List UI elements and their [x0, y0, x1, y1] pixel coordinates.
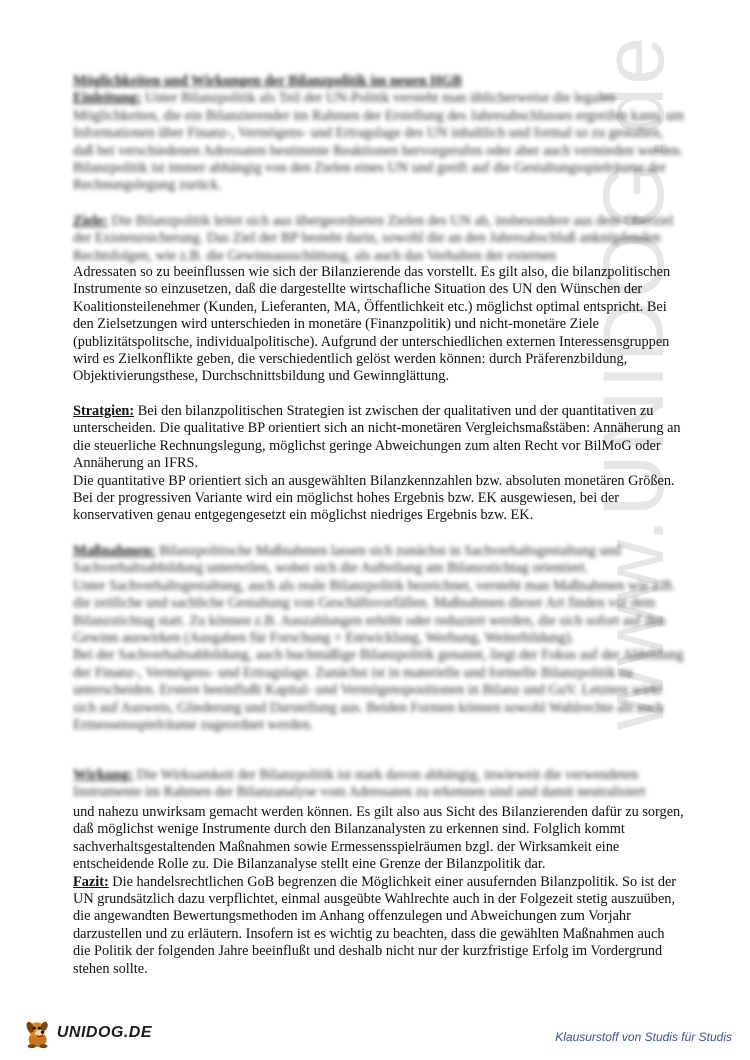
goals-blurred-section — [73, 213, 685, 265]
effect-text: und nahezu unwirksam gemacht werden können. Es gilt also aus Sicht des Bilanzierenden dafür zu sorgen, daß möglichst wenige Instrumente durch den Bilanzanalysten zu erkennen sind. Folglich kommt sachverhaltsgestaltenden Maßnahmen sowie Ermessensspielräumen bzgl. der Wirksamkeit eine entscheidende Rolle zu. Die Bilanzanalyse stellt eine Grenze der Bilanzpolitik dar. — [73, 804, 684, 873]
strategies-section — [73, 403, 685, 525]
goals-section — [73, 264, 685, 386]
goals-text: Adressaten so zu beeinflussen wie sich der Bilanzierende das vorstellt. Es gilt also, die bilanzpolitischen Instrumente so einzusetzen, daß die dargestellte wirtschafliche Situation des UN den Wünschen der Koalitionsteilenehmer (Kunden, Lieferanten, MA, Öffentlichkeit etc.) möglichst optimal entspricht. Bei den Zielsetzungen wird unterschieden in monetäre (Finanzpolitik) und nicht-monetäre Ziele (publizitätspolitsche, individualpolitische). Aufgrund der unterschiedlichen externen Interessensgruppen wird es Zielkonflikte geben, die verschiedentlich gelöst werden können: durch Präferenzbildung, Objektivierungsthese, Durchschnittsbildung und Gewinnglättung. — [73, 264, 671, 385]
effect-heading: Wirkung: — [73, 767, 134, 783]
document-title: Möglichkeiten und Wirkungen der Bilanzpolitik im neuen HGB — [73, 73, 462, 89]
dog-mascot-icon — [22, 1013, 55, 1053]
strategies-heading: Stratgien: — [73, 403, 135, 419]
conclusion-text: Die handelsrechtlichen GoB begrenzen die Möglichkeit einer ausufernden Bilanzpolitik. So ist der UN grundsätzlich dazu verpflichtet, einmal ausgeübte Wahlrechte auch in der Folgezeit stetig auszuüben, die angewandten Bewertungsmethoden im Anhang offenzulegen und Abweichungen zum Vorjahr darzustellen und zu erläutern. Insofern ist es wichtig zu beachten, dass die gewählten Maßnahmen auch die Politik der folgenden Jahre beeinflußt und deshalb nicht nur der kurzfristige Erfolg im Vordergrund stehen sollte. — [73, 873, 677, 977]
measures-text-2: Unter Sachverhaltsgestaltung, auch als reale Bilanzpolitik bezeichnet, versteht man Maßnahmen wie z.B. die zeitliche und sachliche Gestaltung von Geschäftsvorfällen. Maßnahmen dieser Art finden vor dem Bilanzstichtag statt. Zu können z.B. Auszahlungen erhöht oder reduziert werden, die sich sofort auf den Gewinn auswirken (Ausgaben für Forschung + Entwicklung, Werbung, Weiterbildung). — [73, 577, 676, 647]
intro-heading: Einleitung: — [73, 90, 142, 107]
goals-blurred-text: Die Bilanzpolitik leitet sich aus übergeordneten Zielen des UN ab, insbesondere aus dem Oberziel der Existenzsicherung. Das Ziel der BP besteht darin, sowohl die an den Jahresabschluß anknüpfenden Rechtsfolgen, wie z.B. die Gewinnausschüttung, als auch das Verhalten der externen — [73, 213, 674, 264]
effect-conclusion-section — [73, 804, 685, 978]
watermark: www.UNIDOG.de — [586, 34, 682, 730]
conclusion-heading: Fazit: — [73, 873, 109, 890]
strategies-text-1: Bei den bilanzpolitischen Strategien ist zwischen der qualitativen und der quantitativen zu unterscheiden. Die qualitative BP orientiert sich an nicht-monetären Vergleichsmaßstäben: Annäherung an die steuerliche Rechnungslegung, möglichst geringe Abweichungen zum alten Recht vor BilMoG oder Annäherung an IFRS. — [73, 403, 681, 472]
intro-text: Unter Bilanzpolitik als Teil der UN-Politik versteht man üblicherweise die legalen Möglichkeiten, die ein Bilanzierender im Rahmen der Erstellung des Jahresabschlusses ergreifen kann, um Informationen über Finanz-, Vermögens- und Ertragslage des UN inhaltlich und formal so zu gestalten, daß bei verschiedenen Adressaten bestimmte Reaktionen hervorgerufen oder aber auch vermieden werden. Bilanzpolitik ist immer abhängig von den Zielen eines UN und greift auf die Gestaltungsspielräume der Rechnungslegung zurück. — [73, 90, 685, 194]
footer-tagline: Klausurstoff von Studis für Studis — [555, 1030, 732, 1044]
measures-section — [73, 543, 685, 734]
effect-blurred-text: Die Wirksamkeit der Bilanzpolitik ist stark davon abhängig, inwieweit die verwendeten Instrumente im Rahmen der Bilanzanalyse vom Adressaten zu erkennen sind und damit neutralisiert — [73, 767, 646, 801]
measures-heading: Maßnahmen: — [73, 543, 156, 559]
effect-blurred-section — [73, 767, 685, 802]
unidog-logo — [22, 1013, 152, 1053]
measures-text-3: Bei der Sachverhaltsabbildung, auch buchmäßige Bilanzpolitik genannt, liegt der Fokus auf der Abbildung der Finanz-, Vermögens- und Ertragslage. Zunächst ist in materielle und formelle Bilanzpolitik zu unterscheiden. Erstere beeinflußt Kapital- und Vermögenspositionen in Bilanz und GuV. Letztere wirkt sich auf Ausweis, Gliederung und Darstellung aus. Beiden Formen können sowohl Wahlrechte als auch Ermessensspielräume zugeordnet werden. — [73, 647, 684, 734]
strategies-text-2: Die quantitative BP orientiert sich an ausgewählten Bilanzkennzahlen bzw. absoluten monetären Größen. Bei der progressiven Variante wird ein möglichst hohes Ergebnis bzw. EK ausgewiesen, bei der konservativen genau entgegengesetzt ein möglichst niedriges Ergebnis bzw. EK. — [73, 472, 675, 524]
intro-section — [73, 73, 685, 195]
goals-heading: Ziele: — [73, 213, 108, 229]
logo-text: UNIDOG.DE — [56, 1024, 152, 1041]
measures-text-1: Bilanzpolitische Maßnahmen lassen sich zunächst in Sachverhaltsgestaltung und Sachverhaltsabbildung unterteilen, wobei sich die Aufteilung am Bilanzstichtag orientiert. — [73, 543, 621, 577]
